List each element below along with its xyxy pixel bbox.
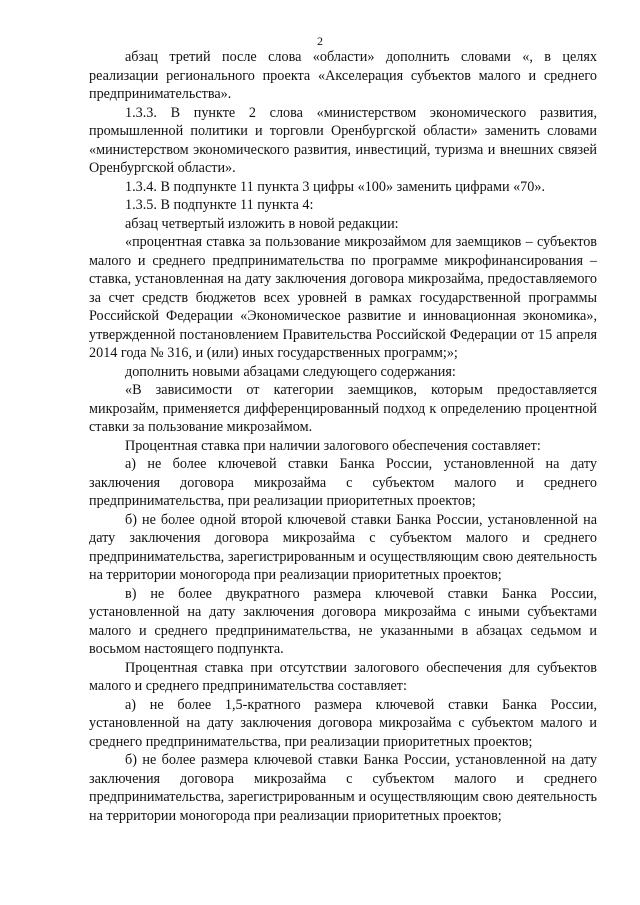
- document-body: [89, 48, 597, 825]
- paragraph: дополнить новыми абзацами следующего содержания:: [125, 363, 456, 380]
- paragraph: «В зависимости от категории заемщиков, которым предоставляется микрозайм, применяется дифференцированный подход к определению процентной ставки за пользование микрозаймом.: [89, 382, 597, 435]
- page-number: 2: [317, 34, 323, 48]
- paragraph: б) не более размера ключевой ставки Банка России, установленной на дату заключения договора микрозайма с субъектом малого и среднего предпринимательства, зарегистрированным и осуществляющим свою деятельность на территории моногорода при реализации приоритетных проектов;: [89, 752, 597, 824]
- paragraph: Процентная ставка при наличии залогового обеспечения составляет:: [125, 437, 541, 454]
- paragraph: 1.3.3. В пункте 2 слова «министерством экономического развития, промышленной политики и торговли Оренбургской области» заменить словами «министерством экономического развития, инвестиций, туризма и внешних связей Оренбургской области».: [89, 104, 597, 176]
- paragraph: абзац третий после слова «области» дополнить словами «, в целях реализации регионального проекта «Акселерация субъектов малого и среднего предпринимательства».: [89, 49, 597, 102]
- paragraph: «процентная ставка за пользование микрозаймом для заемщиков – субъектов малого и среднего предпринимательства по программе микрофинансирования – ставка, установленная на дату заключения договора микрозайма, предоставляемого за счет средств бюджетов всех уровней в рамках государственной программы Российской Федерации «Экономическое развитие и инновационная экономика», утвержденной постановлением Правительства Российской Федерации от 15 апреля 2014 года № 316, и (или) иных государственных программ;»;: [89, 234, 597, 361]
- paragraph: 1.3.4. В подпункте 11 пункта 3 цифры «100» заменить цифрами «70».: [125, 178, 546, 195]
- paragraph: Процентная ставка при отсутствии залогового обеспечения для субъектов малого и среднего предпринимательства составляет:: [89, 659, 597, 694]
- paragraph: а) не более ключевой ставки Банка России, установленной на дату заключения договора микрозайма с субъектом малого и среднего предпринимательства, при реализации приоритетных проектов;: [89, 456, 597, 509]
- paragraph: а) не более 1,5-кратного размера ключевой ставки Банка России, установленной на дату заключения договора микрозайма с субъектом малого и среднего предпринимательства, при реализации приоритетных проектов;: [89, 696, 597, 750]
- paragraph: в) не более двукратного размера ключевой ставки Банка России, установленной на дату заключения договора микрозайма с иными субъектами малого и среднего предпринимательства, не указанными в абзацах седьмом и восьмом настоящего подпункта.: [89, 585, 597, 657]
- paragraph: 1.3.5. В подпункте 11 пункта 4:: [125, 197, 314, 213]
- paragraph: абзац четвертый изложить в новой редакции:: [125, 215, 399, 232]
- paragraph: б) не более одной второй ключевой ставки Банка России, установленной на дату заключения договора микрозайма с субъектом малого и среднего предпринимательства, зарегистрированным и осуществляющим свою деятельность на территории моногорода при реализации приоритетных проектов;: [89, 511, 597, 583]
